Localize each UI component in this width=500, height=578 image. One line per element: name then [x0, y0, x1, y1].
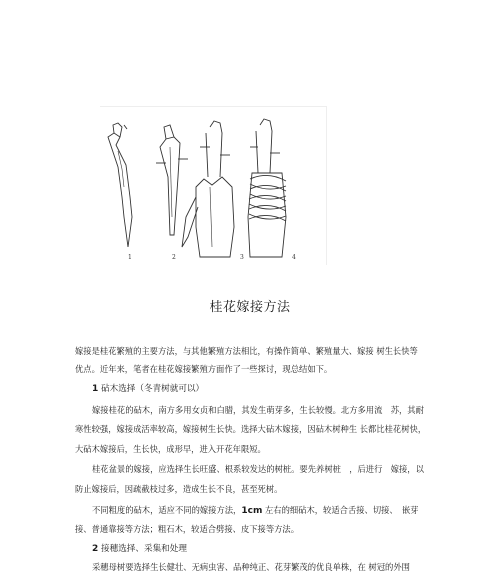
- section-heading-text: 砧木选择（冬青树就可以）: [101, 384, 205, 394]
- paragraph-bonsai-line-2: 防止嫁接后，因疏截枝过多，造成生长不良，甚至死树。: [75, 484, 283, 494]
- figure-label-3: 3: [240, 254, 244, 261]
- section-heading-1: [75, 378, 430, 400]
- graft-step-2: [156, 125, 188, 235]
- thickness-text-post: 左右的细砧木，较适合舌接、切接、 嵌芽: [262, 505, 419, 515]
- section-heading-text: 接穗选择、采集和处理: [101, 544, 187, 554]
- paragraph-scion-line-1: 采穗母树要选择生长健壮、无病虫害、品种纯正、花芽繁茂的优良单株，在 树冠的外围: [92, 562, 410, 572]
- figure-label-1: 1: [128, 254, 132, 261]
- figure-label-4: 4: [292, 254, 296, 261]
- paragraph-intro-line-1: 嫁接是桂花繁殖的主要方法，与其他繁殖方法相比，有操作简单、繁殖量大、嫁接 树生长快等: [75, 346, 418, 356]
- grafting-diagram: [100, 107, 326, 265]
- paragraph-rootstock-line-1: 嫁接桂花的砧木，南方多用女贞和白腊，其发生萌芽多，生长较慢。北方多用流 苏，其耐: [92, 405, 424, 415]
- paragraph-thickness-line-2: 接、普通靠接等方法；粗石木，较适合劈接、皮下接等方法。: [75, 524, 300, 534]
- document-title: 桂花嫁接方法: [209, 300, 291, 315]
- graft-step-4: [248, 119, 286, 257]
- graft-step-1: [108, 123, 132, 247]
- section-number: 1: [92, 384, 99, 394]
- grafting-illustration: [100, 106, 327, 265]
- thickness-value: 1cm: [241, 506, 263, 516]
- figure-label-2: 2: [172, 254, 176, 261]
- thickness-text-pre: 不同粗度的砧木，适应不同的嫁接方法，: [92, 505, 242, 515]
- paragraph-rootstock-line-2: 寒性较强，嫁接成活率较高，嫁接树生长快。选择大砧木嫁接，因砧木树种生 长都比桂花树快，: [75, 424, 427, 434]
- paragraph-rootstock-line-3: 大砧木嫁接后，生长快，成形早，进入开花年限短。: [75, 444, 266, 454]
- paragraph-bonsai-line-1: 桂花盆景的嫁接，应选择生长旺盛、根系较发达的树桩。要先养树桩 ，后进行 嫁接，以: [92, 464, 424, 474]
- graft-step-3: [182, 121, 234, 257]
- paragraph-intro-line-2: 优点。近年来，笔者在桂花嫁接繁殖方面作了一些探讨，现总结如下。: [75, 364, 333, 374]
- section-number: 2: [92, 544, 99, 554]
